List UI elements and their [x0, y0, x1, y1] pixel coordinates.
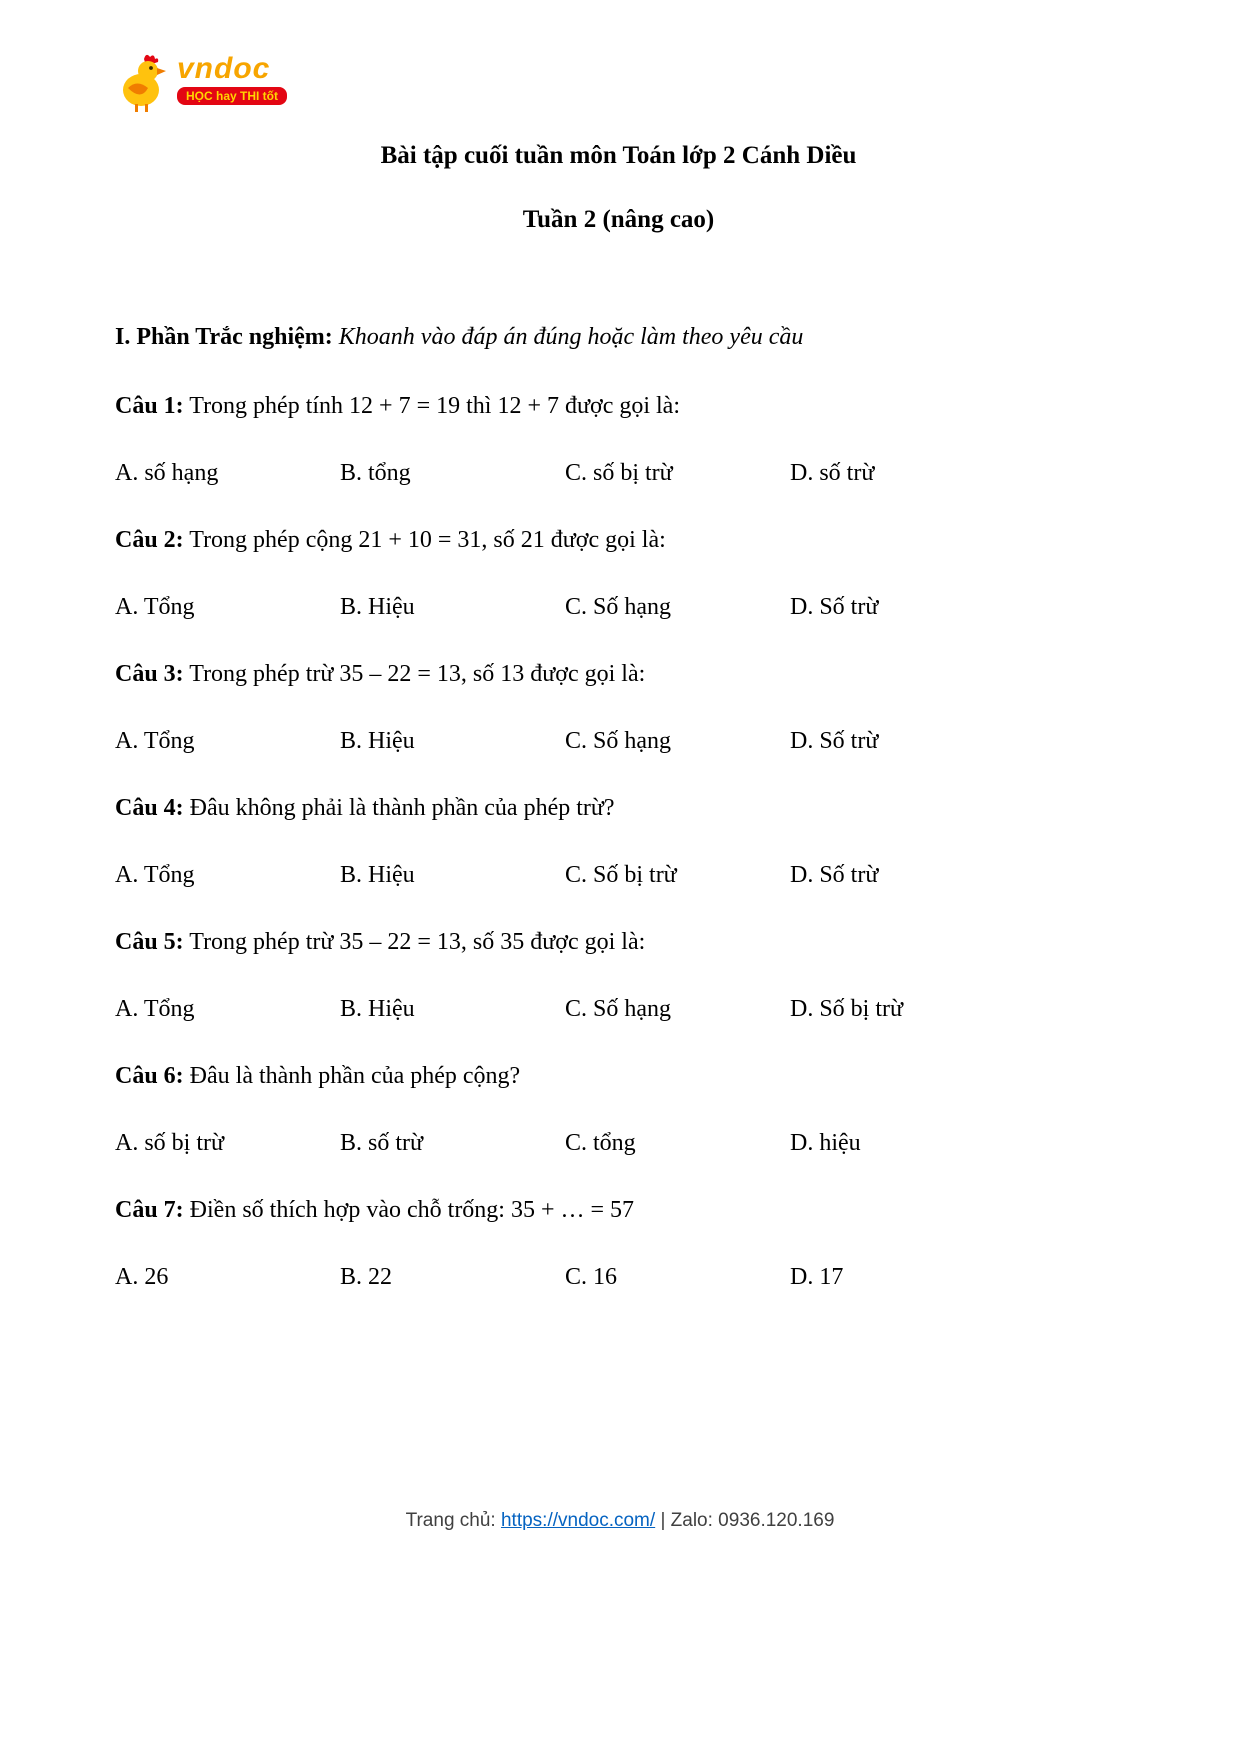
- section-heading: I. Phần Trắc nghiệm:: [115, 324, 333, 350]
- options-row: [115, 726, 1122, 757]
- question-text: [115, 1061, 1122, 1092]
- question-block-7: [115, 1195, 1122, 1293]
- option-a: A. Tổng: [115, 594, 195, 620]
- option-d: D. Số trừ: [790, 728, 879, 754]
- option-b: B. Hiệu: [340, 996, 415, 1022]
- question-label: Câu 5:: [115, 929, 184, 955]
- question-block-2: [115, 525, 1122, 623]
- option-b: B. Hiệu: [340, 594, 415, 620]
- question-body: Đâu là thành phần của phép cộng?: [189, 1063, 521, 1089]
- question-label: Câu 4:: [115, 795, 184, 821]
- question-text: [115, 793, 1122, 824]
- options-row: [115, 860, 1122, 891]
- option-a: A. Tổng: [115, 728, 195, 754]
- question-block-4: [115, 793, 1122, 891]
- option-b: B. 22: [340, 1264, 393, 1290]
- footer: [0, 1508, 1240, 1534]
- footer-suffix: | Zalo: 0936.120.169: [655, 1510, 835, 1531]
- options-row: [115, 458, 1122, 489]
- vndoc-logo: [115, 52, 1122, 116]
- options-row: [115, 592, 1122, 623]
- option-c: C. 16: [565, 1264, 618, 1290]
- option-c: C. tổng: [565, 1130, 636, 1156]
- options-row: [115, 1262, 1122, 1293]
- question-block-5: [115, 927, 1122, 1025]
- option-c: C. Số hạng: [565, 728, 672, 754]
- question-label: Câu 1:: [115, 393, 184, 419]
- option-b: B. Hiệu: [340, 862, 415, 888]
- section-heading-line: [115, 322, 1122, 353]
- question-block-6: [115, 1061, 1122, 1159]
- option-b: B. Hiệu: [340, 728, 415, 754]
- question-body: Trong phép cộng 21 + 10 = 31, số 21 được gọi là:: [189, 527, 666, 553]
- option-d: D. hiệu: [790, 1130, 861, 1156]
- logo-text-block: [177, 54, 287, 105]
- question-label: Câu 3:: [115, 661, 184, 687]
- question-label: Câu 6:: [115, 1063, 184, 1089]
- question-text: [115, 927, 1122, 958]
- option-d: D. 17: [790, 1264, 844, 1290]
- option-a: A. Tổng: [115, 862, 195, 888]
- option-a: A. số hạng: [115, 460, 219, 486]
- footer-prefix: Trang chủ:: [405, 1510, 501, 1531]
- option-a: A. 26: [115, 1264, 169, 1290]
- question-text: [115, 391, 1122, 422]
- chicken-mascot-icon: [115, 52, 173, 119]
- question-body: Điền số thích hợp vào chỗ trống: 35 + … = 57: [189, 1197, 635, 1223]
- question-block-1: [115, 391, 1122, 489]
- question-label: Câu 2:: [115, 527, 184, 553]
- option-d: D. Số trừ: [790, 862, 879, 888]
- option-c: C. Số hạng: [565, 594, 672, 620]
- option-d: D. Số trừ: [790, 594, 879, 620]
- doc-title: Bài tập cuối tuần môn Toán lớp 2 Cánh Diều: [380, 142, 857, 169]
- logo-brand-text: vndoc: [177, 52, 271, 85]
- section-instruction: Khoanh vào đáp án đúng hoặc làm theo yêu cầu: [338, 324, 804, 350]
- option-c: C. số bị trừ: [565, 460, 673, 486]
- doc-subtitle: Tuần 2 (nâng cao): [522, 206, 715, 233]
- option-b: B. tổng: [340, 460, 411, 486]
- option-b: B. số trừ: [340, 1130, 424, 1156]
- option-a: A. Tổng: [115, 996, 195, 1022]
- logo-tagline: HỌC hay THI tốt: [177, 87, 287, 105]
- question-label: Câu 7:: [115, 1197, 184, 1223]
- options-row: [115, 994, 1122, 1025]
- question-body: Đâu không phải là thành phần của phép trừ?: [189, 795, 615, 821]
- question-body: Trong phép trừ 35 – 22 = 13, số 13 được gọi là:: [189, 661, 646, 687]
- option-a: A. số bị trừ: [115, 1130, 225, 1156]
- options-row: [115, 1128, 1122, 1159]
- option-d: D. Số bị trừ: [790, 996, 904, 1022]
- homepage-link[interactable]: https://vndoc.com/: [500, 1510, 656, 1531]
- question-body: Trong phép tính 12 + 7 = 19 thì 12 + 7 được gọi là:: [189, 393, 680, 419]
- question-body: Trong phép trừ 35 – 22 = 13, số 35 được gọi là:: [189, 929, 646, 955]
- option-d: D. số trừ: [790, 460, 875, 486]
- question-text: [115, 525, 1122, 556]
- question-text: [115, 1195, 1122, 1226]
- option-c: C. Số bị trừ: [565, 862, 677, 888]
- question-text: [115, 659, 1122, 690]
- option-c: C. Số hạng: [565, 996, 672, 1022]
- question-block-3: [115, 659, 1122, 757]
